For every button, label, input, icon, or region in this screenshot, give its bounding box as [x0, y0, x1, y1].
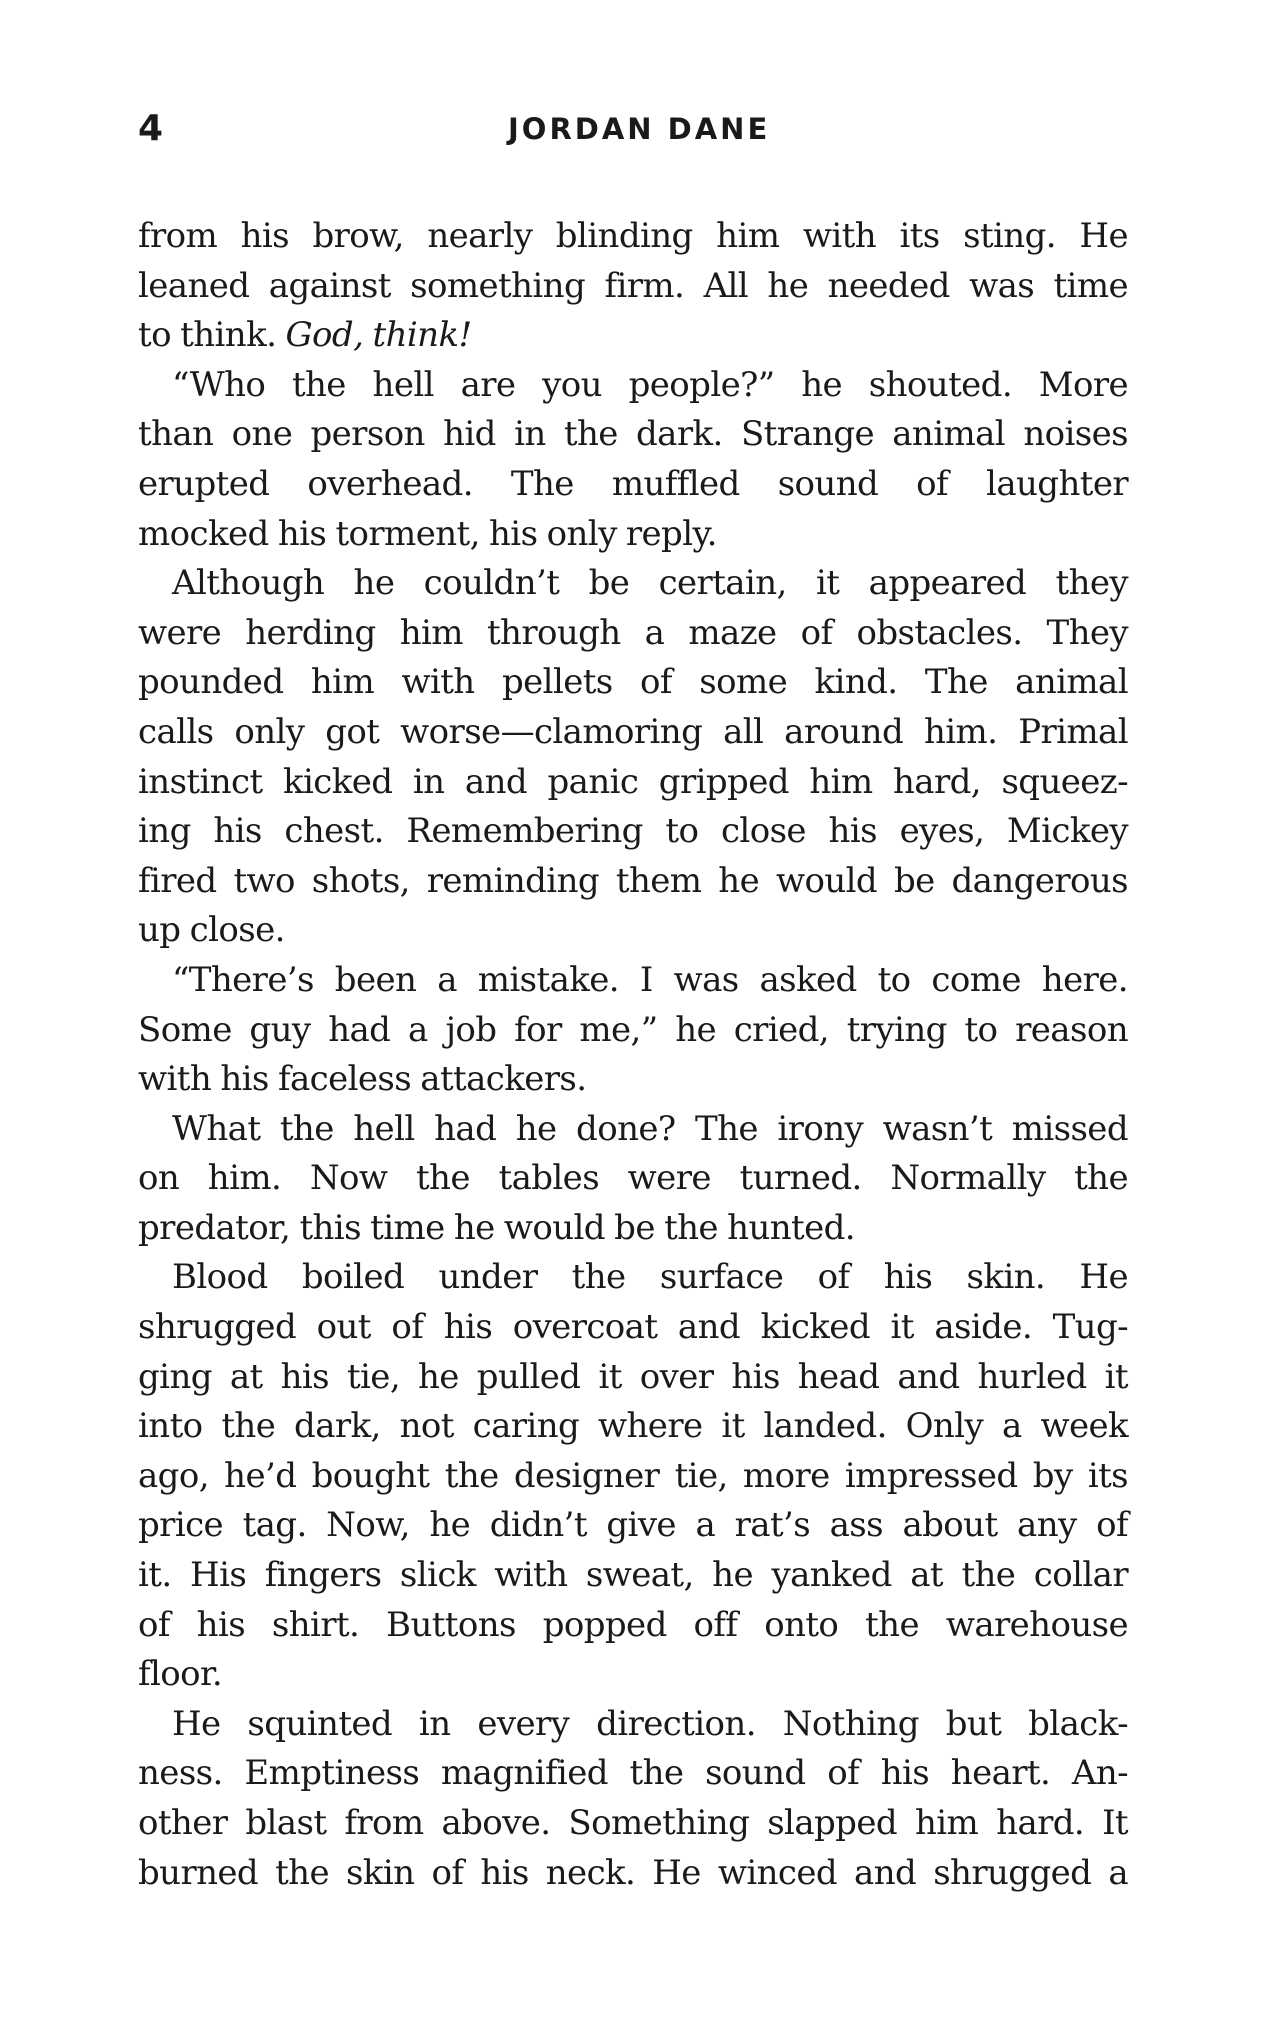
text-line [138, 559, 1128, 609]
text-line-content: mocked his torment, his only reply. [138, 513, 717, 554]
text-line [138, 857, 1128, 907]
text-line [138, 510, 1128, 560]
text-line-content: fired two shots, reminding them he would be dangerous [138, 860, 1128, 901]
text-line [138, 1501, 1128, 1551]
text-line-content: shrugged out of his overcoat and kicked it aside. Tug- [138, 1307, 1128, 1348]
text-line-content: predator, this time he would be the hunted. [138, 1207, 856, 1248]
text-line [138, 1006, 1128, 1056]
text-line [138, 1303, 1128, 1353]
text-line-content: burned the skin of his neck. He winced and shrugged a [138, 1852, 1128, 1893]
text-line [138, 1402, 1128, 1452]
text-line [138, 410, 1128, 460]
text-line [138, 311, 1128, 361]
text-line [138, 609, 1128, 659]
text-line-content: calls only got worse—clamoring all around him. Primal [138, 711, 1128, 752]
text-line-content: He squinted in every direction. Nothing but black- [172, 1703, 1128, 1744]
italic-text: God, think! [285, 315, 472, 356]
text-line [138, 1353, 1128, 1403]
text-line-content: to think. [138, 315, 286, 356]
body-text [138, 212, 1128, 1898]
text-line [138, 1055, 1128, 1105]
text-line-content: leaned against something firm. All he needed was time [138, 265, 1128, 306]
text-line [138, 807, 1128, 857]
page-number: 4 [138, 108, 164, 149]
text-line [138, 658, 1128, 708]
text-line-content: ing his chest. Remembering to close his eyes, Mickey [138, 811, 1128, 852]
text-line [138, 460, 1128, 510]
text-line-content: ago, he’d bought the designer tie, more impressed by its [138, 1455, 1128, 1496]
text-line-content: “Who the hell are you people?” he shouted. More [172, 364, 1128, 405]
text-line [138, 758, 1128, 808]
running-head: JORDAN DANE [508, 112, 771, 146]
text-line-content: were herding him through a maze of obstacles. They [138, 612, 1128, 653]
text-line-content: Blood boiled under the surface of his skin. He [172, 1257, 1128, 1298]
text-line [138, 1105, 1128, 1155]
text-line-content: instinct kicked in and panic gripped him hard, squeez- [138, 761, 1128, 802]
text-line-content: Although he couldn’t be certain, it appeared they [172, 563, 1128, 604]
text-line [138, 906, 1128, 956]
text-line [138, 1749, 1128, 1799]
page-header [138, 104, 1128, 154]
text-line [138, 1700, 1128, 1750]
text-line-content: What the hell had he done? The irony wasn’t missed [172, 1108, 1128, 1149]
text-line [138, 1799, 1128, 1849]
text-line [138, 1601, 1128, 1651]
text-line [138, 1204, 1128, 1254]
text-line-content: pounded him with pellets of some kind. The animal [138, 662, 1128, 703]
text-line [138, 212, 1128, 262]
text-line [138, 1253, 1128, 1303]
text-line-content: on him. Now the tables were turned. Normally the [138, 1158, 1128, 1199]
text-line-content: ging at his tie, he pulled it over his head and hurled it [138, 1356, 1128, 1397]
text-line [138, 1154, 1128, 1204]
text-line-content: it. His fingers slick with sweat, he yanked at the collar [138, 1555, 1128, 1596]
text-line [138, 262, 1128, 312]
text-line [138, 1849, 1128, 1899]
text-line-content: from his brow, nearly blinding him with its sting. He [138, 216, 1128, 256]
text-line-content: with his faceless attackers. [138, 1059, 587, 1100]
text-line-content: than one person hid in the dark. Strange animal noises [138, 414, 1128, 455]
text-line [138, 1452, 1128, 1502]
text-line [138, 1650, 1128, 1700]
text-line-content: of his shirt. Buttons popped off onto the warehouse [138, 1604, 1128, 1645]
text-line [138, 361, 1128, 411]
text-line-content: up close. [138, 910, 285, 951]
text-line-content: price tag. Now, he didn’t give a rat’s ass about any of [138, 1505, 1128, 1546]
text-line-content: erupted overhead. The muffled sound of laughter [138, 463, 1128, 504]
text-line-content: floor. [138, 1654, 223, 1695]
text-line-content: into the dark, not caring where it landed. Only a week [138, 1406, 1128, 1447]
text-line [138, 708, 1128, 758]
text-line [138, 1551, 1128, 1601]
text-line-content: “There’s been a mistake. I was asked to come here. [172, 959, 1128, 1000]
text-line-content: Some guy had a job for me,” he cried, trying to reason [138, 1009, 1128, 1050]
text-line-content: ness. Emptiness magnified the sound of his heart. An- [138, 1753, 1128, 1794]
text-line [138, 956, 1128, 1006]
text-line-content: other blast from above. Something slapped him hard. It [138, 1803, 1128, 1843]
